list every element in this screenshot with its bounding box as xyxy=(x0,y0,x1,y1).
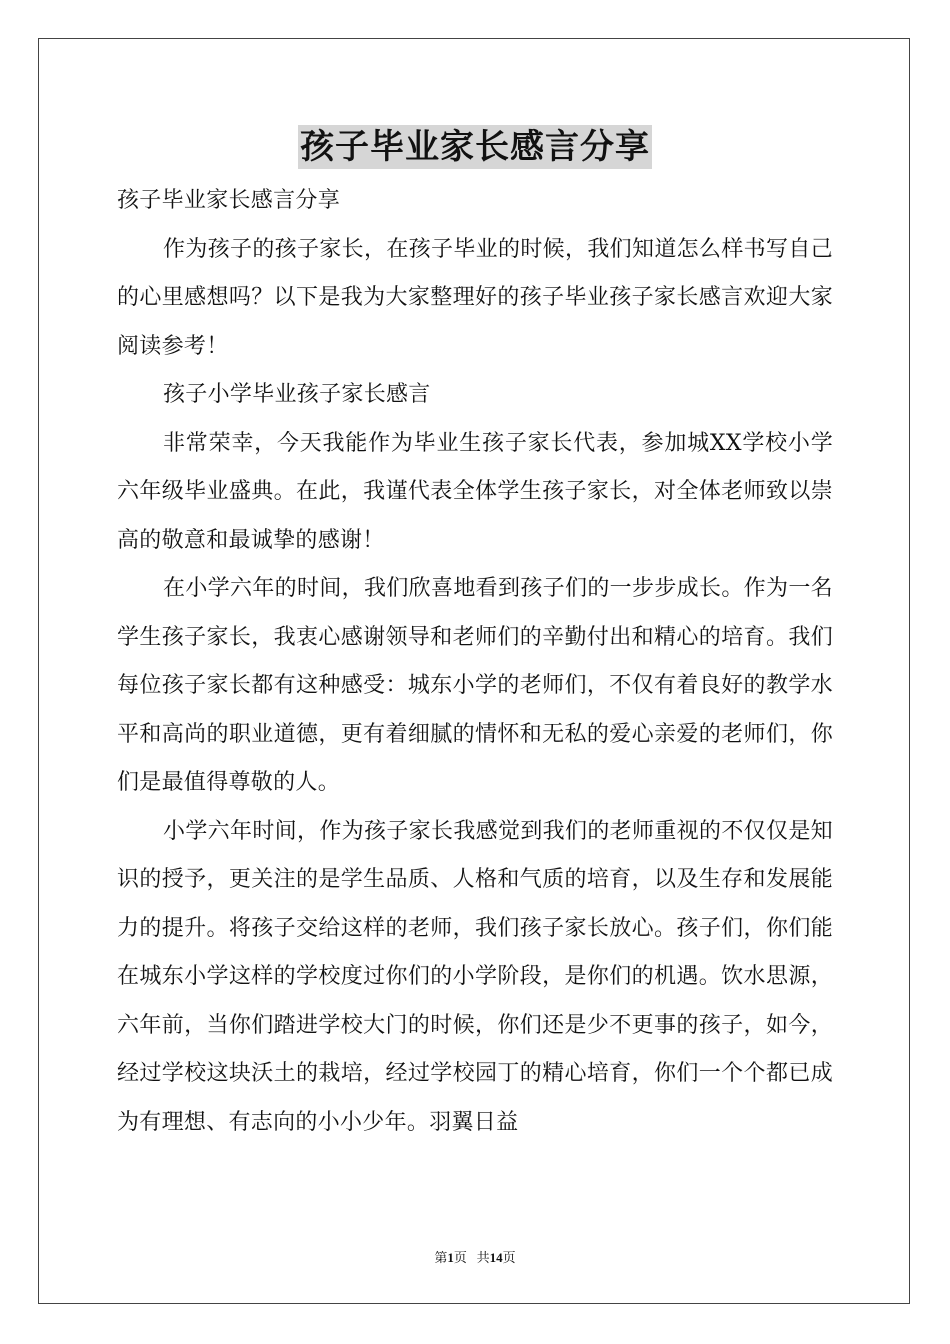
paragraph: 小学六年时间，作为孩子家长我感觉到我们的老师重视的不仅仅是知识的授予，更关注的是学生品质、人格和气质的培育，以及生存和发展能力的提升。将孩子交给这样的老师，我们孩子家长放心。孩子们，你们能在城东小学这样的学校度过你们的小学阶段，是你们的机遇。饮水思源，六年前，当你们踏进学校大门的时候，你们还是少不更事的孩子，如今，经过学校这块沃土的栽培，经过学校园丁的精心培育，你们一个个都已成为有理想、有志向的小小少年。羽翼日益 xyxy=(117,818,833,1135)
document-title: 孩子毕业家长感言分享 xyxy=(300,127,650,167)
section-heading: 孩子小学毕业孩子家长感言 xyxy=(163,382,431,407)
document-body xyxy=(117,177,833,1147)
total-pages: 14 xyxy=(489,1250,503,1265)
page-prefix: 第 xyxy=(434,1250,448,1265)
paragraph: 作为孩子的孩子家长，在孩子毕业的时候，我们知道怎么样书写自己的心里感想吗？以下是我为大家整理好的孩子毕业孩子家长感言欢迎大家阅读参考！ xyxy=(117,236,833,359)
paragraph: 在小学六年的时间，我们欣喜地看到孩子们的一步步成长。作为一名学生孩子家长，我衷心感谢领导和老师们的辛勤付出和精心的培育。我们每位孩子家长都有这种感受：城东小学的老师们，不仅有着良好的教学水平和高尚的职业道德，更有着细腻的情怀和无私的爱心亲爱的老师们，你们是最值得尊敬的人。 xyxy=(117,576,833,795)
page-suffix: 页 xyxy=(453,1250,467,1265)
page-footer xyxy=(0,1247,950,1266)
page-number: 1 xyxy=(447,1250,454,1265)
title-container xyxy=(0,125,950,169)
total-prefix: 共 xyxy=(476,1250,490,1265)
paragraph: 孩子毕业家长感言分享 xyxy=(117,188,341,213)
paragraph: 非常荣幸，今天我能作为毕业生孩子家长代表，参加城XX学校小学六年级毕业盛典。在此，我谨代表全体学生孩子家长，对全体老师致以崇高的敬意和最诚挚的感谢！ xyxy=(117,430,833,553)
total-suffix: 页 xyxy=(502,1250,516,1265)
